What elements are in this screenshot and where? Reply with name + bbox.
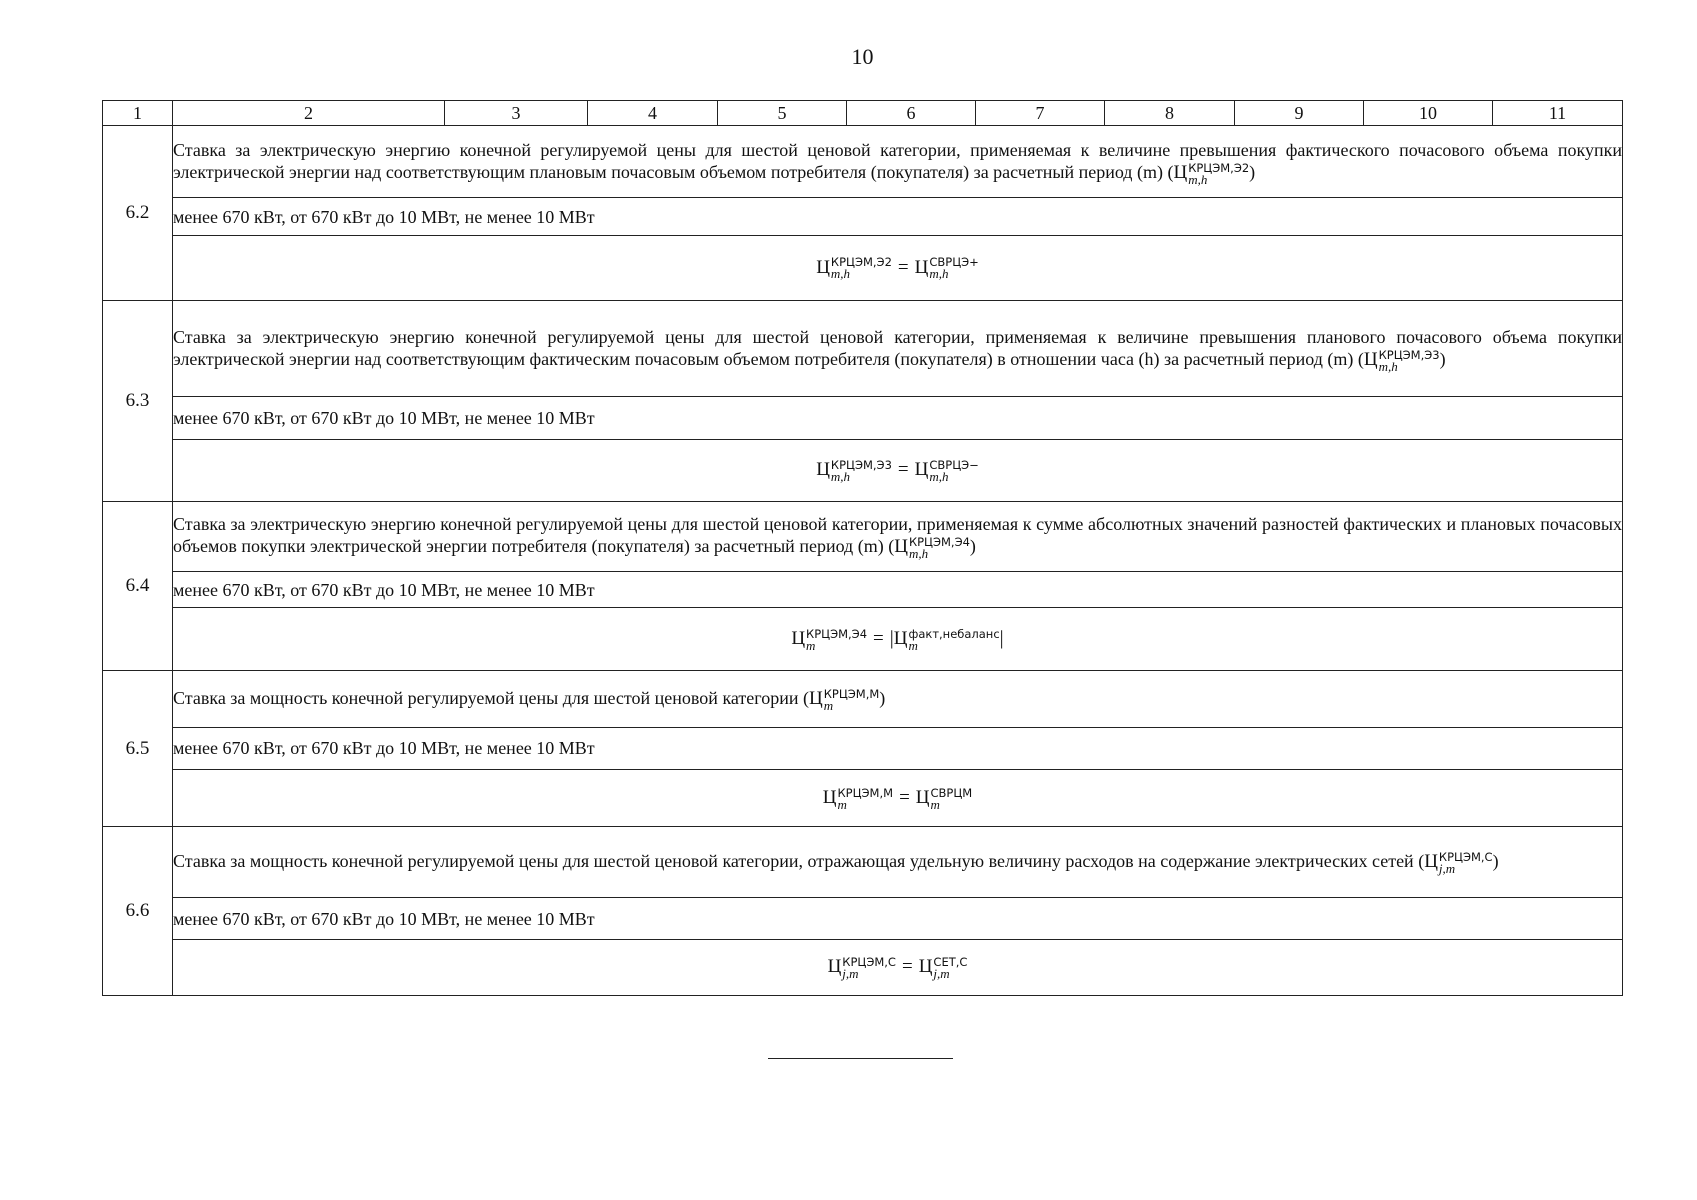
symbol-base: Ц <box>1173 161 1188 183</box>
row-description <box>173 502 1623 572</box>
formula-rhs-base: Ц <box>914 459 929 481</box>
description-close: ) <box>969 536 976 557</box>
header-col-4: 4 <box>588 101 718 126</box>
header-col-2: 2 <box>173 101 445 126</box>
formula-lhs-sub: j,m <box>842 966 859 982</box>
table-row <box>103 940 1623 996</box>
formula-abs-open: | <box>889 627 894 650</box>
row-number: 6.5 <box>103 671 173 827</box>
formula-rhs-sub: m <box>908 637 918 653</box>
description-close: ) <box>1492 851 1499 872</box>
description-text: Ставка за мощность конечной регулируемой цены для шестой ценовой категории ( <box>173 687 809 708</box>
symbol-base: Ц <box>894 536 908 558</box>
symbol-sub: j,m <box>1438 861 1456 877</box>
table-row <box>103 301 1623 397</box>
formula-lhs-base: Ц <box>827 956 842 978</box>
table-row <box>103 770 1623 827</box>
table-row <box>103 397 1623 440</box>
row-description <box>173 827 1623 898</box>
description-text: Ставка за электрическую энергию конечной регулируемой цены для шестой ценовой категории, применяемая к величине превышения фактического почасового объема покупки электрической энергии над соответствующим плановым почасовым объемом потребителя (покупателя) за расчетный период (m) ( <box>173 139 1622 182</box>
formula-lhs-base: Ц <box>822 786 837 808</box>
formula-lhs-sup: КРЦЭМ,Э4 <box>806 626 868 641</box>
row-description <box>173 671 1623 728</box>
formula-lhs-sub: m,h <box>830 469 851 485</box>
table-row <box>103 571 1623 608</box>
table-row <box>103 126 1623 198</box>
formula-equals: = <box>899 786 910 808</box>
formula-rhs-sup: СЕТ,С <box>933 955 968 970</box>
header-col-10: 10 <box>1364 101 1493 126</box>
formula-rhs-sup: СВРЦМ <box>930 785 973 800</box>
header-col-7: 7 <box>976 101 1105 126</box>
table-row <box>103 608 1623 671</box>
symbol-sup: КРЦЭМ,Э4 <box>908 535 970 550</box>
symbol-base: Ц <box>809 687 823 709</box>
symbol-sup: КРЦЭМ,М <box>823 686 880 701</box>
table-row <box>103 727 1623 770</box>
symbol-sup: КРЦЭМ,С <box>1438 850 1493 865</box>
row-number: 6.2 <box>103 126 173 301</box>
description-text: Ставка за мощность конечной регулируемой цены для шестой ценовой категории, отражающая удельную величину расходов на содержание электрических сетей ( <box>173 851 1425 872</box>
end-of-page-rule <box>768 1058 953 1059</box>
formula <box>173 440 1623 502</box>
formula-lhs-sup: КРЦЭМ,С <box>842 955 896 970</box>
formula-lhs-base: Ц <box>791 628 806 650</box>
table-row <box>103 198 1623 236</box>
formula-rhs-base: Ц <box>918 956 933 978</box>
formula-rhs-base: Ц <box>893 628 908 650</box>
symbol-sup: КРЦЭМ,Э2 <box>1188 160 1250 175</box>
table-row <box>103 502 1623 572</box>
description-text: Ставка за электрическую энергию конечной регулируемой цены для шестой ценовой категории, применяемая к сумме абсолютных значений разностей фактических и плановых почасовых объемов покупки электрической энергии потребителя (покупателя) за расчетный период (m) ( <box>173 514 1622 557</box>
formula-equals: = <box>897 459 909 481</box>
formula-lhs-base: Ц <box>816 459 830 481</box>
formula-lhs-sub: m,h <box>830 266 851 282</box>
header-col-6: 6 <box>847 101 976 126</box>
table-row <box>103 898 1623 940</box>
formula-lhs-base: Ц <box>816 256 830 278</box>
formula-lhs-sup: КРЦЭМ,Э2 <box>830 255 892 270</box>
symbol-base: Ц <box>1363 348 1378 370</box>
symbol-sub: m,h <box>1378 358 1398 374</box>
formula-rhs-sup: факт,небаланс <box>908 626 1000 641</box>
power-range: менее 670 кВт, от 670 кВт до 10 МВт, не менее 10 МВт <box>173 397 1623 440</box>
formula-equals: = <box>897 256 909 278</box>
row-number: 6.4 <box>103 502 173 671</box>
formula-lhs-sup: КРЦЭМ,М <box>837 785 894 800</box>
symbol-sub: m <box>823 697 834 713</box>
formula-lhs-sub: m <box>806 637 816 653</box>
table-row <box>103 827 1623 898</box>
header-col-9: 9 <box>1235 101 1364 126</box>
formula <box>173 608 1623 671</box>
table-row <box>103 671 1623 728</box>
description-close: ) <box>1249 161 1256 182</box>
power-range: менее 670 кВт, от 670 кВт до 10 МВт, не менее 10 МВт <box>173 898 1623 940</box>
formula-rhs-sup: СВРЦЭ− <box>929 458 979 473</box>
row-description <box>173 301 1623 397</box>
description-text: Ставка за электрическую энергию конечной регулируемой цены для шестой ценовой категории, применяемая к величине превышения планового почасового объема покупки электрической энергии над соответствующим фактическим почасовым объемом потребителя (покупателя) в отношении часа (h) за расчетный период (m) ( <box>173 326 1622 369</box>
formula-lhs-sub: m <box>837 796 847 812</box>
formula-rhs-sub: m,h <box>929 266 949 282</box>
formula-rhs-base: Ц <box>914 256 929 278</box>
formula-rhs-sub: m,h <box>929 469 949 485</box>
power-range: менее 670 кВт, от 670 кВт до 10 МВт, не менее 10 МВт <box>173 198 1623 236</box>
table-row <box>103 236 1623 301</box>
symbol-sub: m,h <box>908 546 929 562</box>
symbol-sub: m,h <box>1188 171 1208 187</box>
formula-rhs-sup: СВРЦЭ+ <box>929 255 979 270</box>
header-col-11: 11 <box>1493 101 1623 126</box>
formula-rhs-base: Ц <box>915 786 930 808</box>
header-col-8: 8 <box>1105 101 1235 126</box>
header-col-3: 3 <box>445 101 588 126</box>
formula-rhs-sub: j,m <box>933 966 950 982</box>
row-number: 6.3 <box>103 301 173 502</box>
power-range: менее 670 кВт, от 670 кВт до 10 МВт, не менее 10 МВт <box>173 727 1623 770</box>
power-range: менее 670 кВт, от 670 кВт до 10 МВт, не менее 10 МВт <box>173 571 1623 608</box>
tariff-table <box>102 100 1623 996</box>
table-row <box>103 440 1623 502</box>
header-col-5: 5 <box>718 101 847 126</box>
header-row <box>103 101 1623 126</box>
formula <box>173 770 1623 827</box>
formula <box>173 236 1623 301</box>
formula-lhs-sup: КРЦЭМ,Э3 <box>830 458 892 473</box>
formula-equals: = <box>901 956 913 978</box>
symbol-base: Ц <box>1424 851 1438 873</box>
formula-abs-close: | <box>999 627 1004 650</box>
description-close: ) <box>879 687 886 708</box>
formula <box>173 940 1623 996</box>
row-number: 6.6 <box>103 827 173 996</box>
symbol-sup: КРЦЭМ,Э3 <box>1378 347 1440 362</box>
row-description <box>173 126 1623 198</box>
formula-rhs-sub: m <box>930 796 940 812</box>
header-col-1: 1 <box>103 101 173 126</box>
page-number: 10 <box>851 44 874 69</box>
description-close: ) <box>1439 348 1446 369</box>
formula-equals: = <box>873 628 884 650</box>
